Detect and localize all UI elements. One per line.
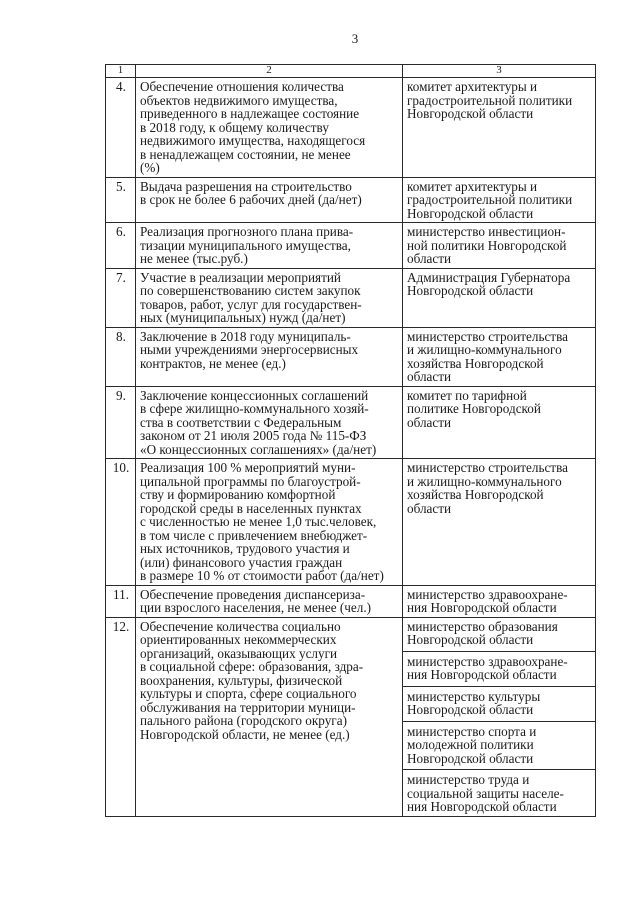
header-col-3: 3 — [403, 65, 596, 78]
indicator-line: с численностью не менее 1,0 тыс.человек, — [140, 514, 377, 529]
indicator-line: «О концессионных соглашениях» (да/нет) — [140, 441, 377, 457]
org-line: Новгородской области — [407, 632, 534, 647]
org-line: ния Новгородской области — [407, 667, 557, 682]
indicator-text — [136, 617, 403, 816]
indicator-line: тизации муниципального имущества, — [140, 237, 351, 253]
org-line: министерство инвестицион- — [407, 224, 566, 239]
org-name — [407, 588, 592, 615]
org-line: хозяйства Новгородской — [407, 487, 544, 502]
indicator-line: пального района (городского округа) — [140, 713, 347, 728]
org-line: молодежной политики — [407, 737, 534, 752]
indicator-text — [136, 268, 403, 327]
indicator-line: ству и формированию комфортной — [140, 487, 336, 502]
org-line: градостроительной политики — [407, 192, 573, 207]
responsible-org — [403, 617, 596, 816]
indicator-text — [136, 223, 403, 269]
org-name — [407, 461, 592, 515]
table-header-row — [106, 65, 596, 78]
row-number: 7. — [106, 268, 136, 327]
table-row — [106, 78, 596, 178]
indicator-line: в срок не более 6 рабочих дней (да/нет) — [140, 192, 362, 207]
indicator-line: в 2018 году, к общему количеству — [140, 119, 329, 135]
indicator-line: в социальной сфере: образования, здра- — [140, 659, 364, 674]
row-number: 8. — [106, 327, 136, 386]
indicator-line: организаций, оказывающих услуги — [140, 645, 338, 661]
indicator-line: ных источников, трудового участия и — [140, 541, 350, 556]
indicator-line: ориентированных некоммерческих — [140, 632, 337, 647]
table-row — [106, 585, 596, 617]
org-line: министерство труда и — [407, 772, 530, 787]
indicator-line: (%) — [140, 160, 160, 175]
org-name — [407, 620, 592, 647]
indicator-line: (или) финансового участия граждан — [140, 554, 343, 570]
org-name — [407, 389, 592, 430]
indicator-line: воохранения, культуры, физической — [140, 672, 343, 688]
indicator-line: по совершенствованию систем закупок — [140, 283, 361, 298]
row-number: 5. — [106, 177, 136, 223]
org-line: министерство строительства — [407, 328, 568, 344]
org-name — [407, 655, 592, 682]
table-row — [106, 459, 596, 586]
indicator-line: ными учреждениями энергосервисных — [140, 342, 359, 357]
org-name — [407, 773, 592, 814]
indicator-line: Обеспечение проведения диспансеризa- — [140, 586, 366, 602]
org-line: министерство спорта и — [407, 723, 537, 739]
row-number: 12. — [106, 617, 136, 816]
org-line: Новгородской области — [407, 750, 534, 766]
org-line: ния Новгородской области — [407, 600, 557, 615]
indicator-line: недвижимого имущества, находящегося — [140, 133, 366, 148]
org-line: градостроительной политики — [407, 92, 573, 108]
indicator-line: приведенного в надлежащее состояние — [140, 106, 360, 121]
indicator-text — [136, 327, 403, 386]
org-line: области — [407, 369, 452, 384]
table-row — [106, 268, 596, 327]
indicator-line: законом от 21 июля 2005 года № 115-ФЗ — [140, 428, 367, 443]
org-divider — [403, 721, 595, 722]
row-number: 4. — [106, 78, 136, 178]
org-name — [407, 690, 592, 717]
indicator-line: Обеспечение отношения количества — [140, 79, 344, 94]
responsible-org — [403, 268, 596, 327]
indicator-line: Заключение концессионных соглашений — [140, 387, 369, 403]
org-line: и жилищно-коммунального — [407, 473, 562, 489]
indicator-line: обслуживания на территории муници- — [140, 699, 356, 715]
org-line: области — [407, 414, 452, 430]
org-divider — [403, 686, 595, 687]
indicator-line: в сфере жилищно-коммунального хозяй- — [140, 401, 369, 416]
indicators-table — [105, 64, 596, 817]
org-line: комитет архитектуры и — [407, 178, 538, 194]
indicator-line: в размере 10 % от стоимости работ (да/нет) — [140, 568, 384, 583]
indicator-line: ства в соответствии с Федеральным — [140, 414, 342, 430]
org-name — [407, 725, 592, 766]
row-number: 11. — [106, 585, 136, 617]
org-divider — [403, 769, 595, 770]
responsible-org — [403, 386, 596, 459]
indicator-line: Обеспечение количества социально — [140, 618, 341, 634]
org-line: области — [407, 500, 452, 516]
indicator-line: в ненадлежащем состоянии, не менее — [140, 146, 351, 162]
org-line: социальной защиты населе- — [407, 785, 564, 801]
org-line: министерство культуры — [407, 688, 541, 704]
responsible-org — [403, 223, 596, 269]
indicator-line: Заключение в 2018 году муниципаль- — [140, 328, 351, 344]
indicator-text — [136, 459, 403, 586]
org-line: области — [407, 251, 452, 266]
indicator-line: в том числе с привлечением внебюджет- — [140, 527, 368, 543]
indicator-line: товаров, работ, услуг для государствен- — [140, 296, 362, 312]
indicator-line: ных (муниципальных) нужд (да/нет) — [140, 310, 346, 325]
indicator-line: контрактов, не менее (ед.) — [140, 355, 286, 371]
table-row — [106, 223, 596, 269]
org-line: министерство здравоохране- — [407, 586, 568, 602]
indicator-line: культуры и спорта, сфере социального — [140, 686, 357, 701]
responsible-org — [403, 327, 596, 386]
indicator-text — [136, 585, 403, 617]
org-divider — [403, 651, 595, 652]
row-number: 10. — [106, 459, 136, 586]
org-line: министерство строительства — [407, 460, 568, 475]
org-name — [407, 225, 592, 266]
org-line: и жилищно-коммунального — [407, 342, 562, 357]
table-row — [106, 386, 596, 459]
org-line: Новгородской области — [407, 106, 534, 121]
header-col-1: 1 — [106, 65, 136, 78]
org-line: политике Новгородской — [407, 401, 541, 416]
org-line: Новгородской области — [407, 702, 534, 717]
row-number: 6. — [106, 223, 136, 269]
org-line: хозяйства Новгородской — [407, 355, 544, 371]
responsible-org — [403, 78, 596, 178]
table-row — [106, 327, 596, 386]
org-line: министерство образования — [407, 618, 558, 634]
org-name — [407, 180, 592, 221]
indicator-line: Выдача разрешения на строительство — [140, 178, 352, 194]
indicator-line: Реализация 100 % мероприятий муни- — [140, 460, 356, 475]
responsible-org — [403, 459, 596, 586]
org-line: Администрация Губернатора — [407, 269, 571, 285]
indicator-line: городской среды в населенных пунктах — [140, 500, 362, 516]
header-col-2: 2 — [136, 65, 403, 78]
org-name — [407, 80, 592, 121]
indicator-line: Реализация прогнозного плана прива- — [140, 224, 354, 239]
org-line: ной политики Новгородской — [407, 237, 567, 253]
table-row — [106, 177, 596, 223]
page-number: 3 — [351, 31, 359, 46]
org-line: министерство здравоохране- — [407, 653, 568, 669]
table-row — [106, 617, 596, 816]
indicator-line: ции взрослого населения, не менее (чел.) — [140, 600, 372, 615]
org-line: Новгородской области — [407, 283, 534, 298]
indicator-line: Новгородской области, не менее (ед.) — [140, 726, 350, 742]
indicator-text — [136, 386, 403, 459]
responsible-org — [403, 177, 596, 223]
org-line: Новгородской области — [407, 205, 534, 221]
indicator-line: ципальной программы по благоустрой- — [140, 473, 361, 489]
indicator-line: объектов недвижимого имущества, — [140, 92, 338, 108]
indicator-text — [136, 78, 403, 178]
indicator-line: не менее (тыс.руб.) — [140, 251, 248, 266]
org-line: комитет архитектуры и — [407, 79, 538, 94]
responsible-org — [403, 585, 596, 617]
org-name — [407, 330, 592, 384]
org-line: ния Новгородской области — [407, 799, 557, 814]
org-line: комитет по тарифной — [407, 387, 527, 403]
indicator-line: Участие в реализации мероприятий — [140, 269, 341, 285]
indicator-text — [136, 177, 403, 223]
row-number: 9. — [106, 386, 136, 459]
org-name — [407, 271, 592, 298]
